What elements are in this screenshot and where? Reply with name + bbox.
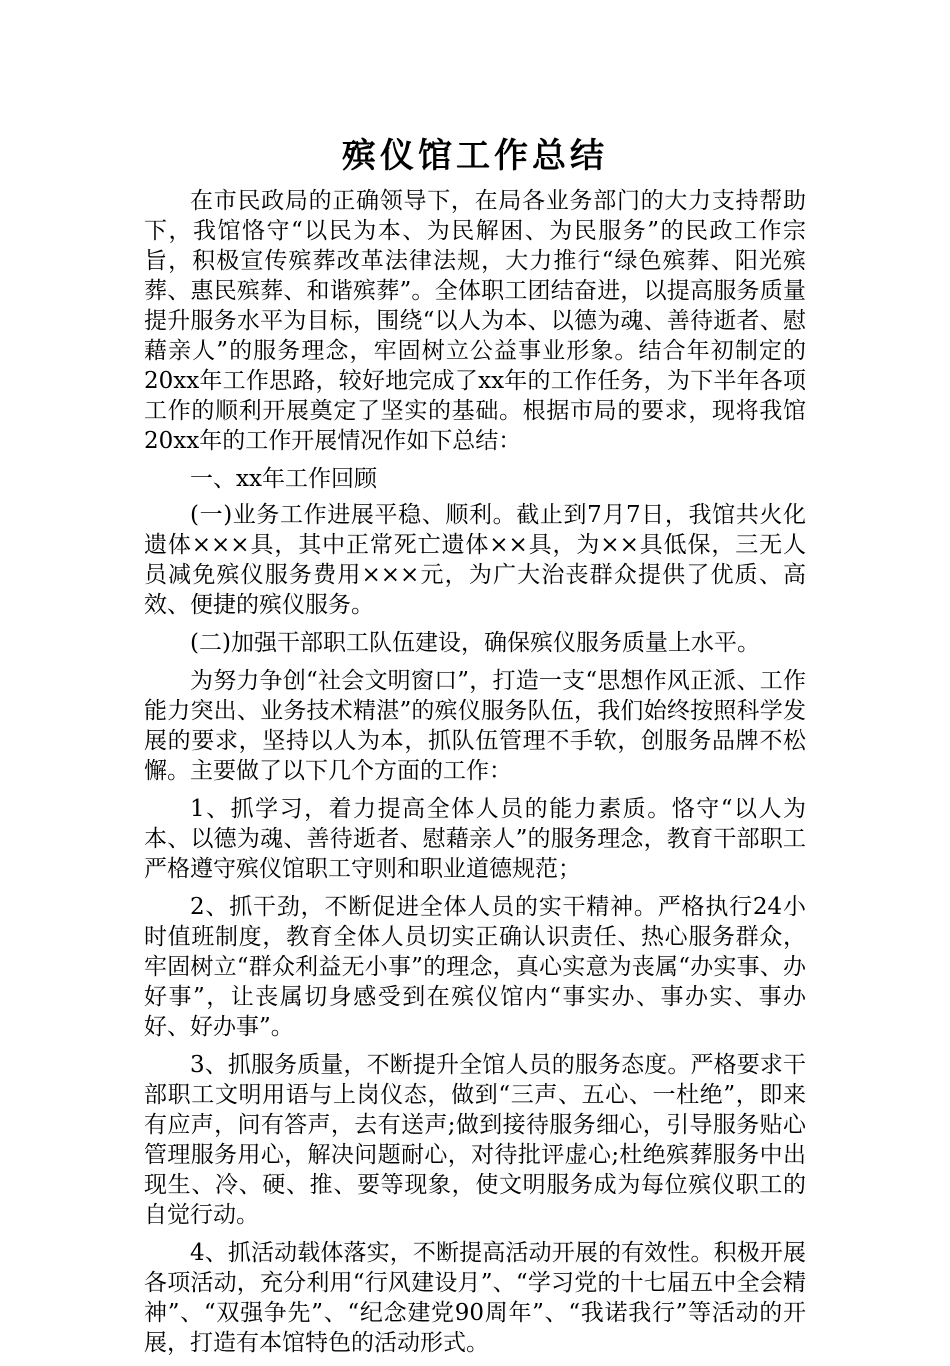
document-title: 殡仪馆工作总结 (342, 136, 608, 176)
document-body (144, 186, 806, 1366)
list-item-drive: 2、抓干劲，不断促进全体人员的实干精神。严格执行24小时值班制度，教育全体人员切实正确认识责任、热心服务群众，牢固树立“群众利益无小事”的理念，真心实意为丧属“办实事、办好事”，让丧属切身感受到在殡仪馆内“事实办、事办实、事办好、好办事”。 (144, 894, 806, 1040)
list-item-service: 3、抓服务质量，不断提升全馆人员的服务态度。严格要求干部职工文明用语与上岗仪态，做到“三声、五心、一杜绝”，即来有应声，问有答声，去有送声;做到接待服务细心，引导服务贴心管理服务用心，解决问题耐心，对待批评虚心;杜绝殡葬服务中出现生、冷、硬、推、要等现象，使文明服务成为每位殡仪职工的自觉行动。 (144, 1052, 806, 1228)
paragraph-team-heading: (二)加强干部职工队伍建设，确保殡仪服务质量上水平。 (190, 630, 760, 656)
paragraph-business: (一)业务工作进展平稳、顺利。截止到7月7日，我馆共火化遗体×××具，其中正常死亡遗体××具，为××具低保，三无人员减免殡仪服务费用×××元，为广大治丧群众提供了优质、高效、便捷的殡仪服务。 (144, 502, 806, 618)
list-item-activities: 4、抓活动载体落实，不断提高活动开展的有效性。积极开展各项活动，充分利用“行风建设月”、“学习党的十七届五中全会精神”、“双强争先”、“纪念建党90周年”、“我诺我行”等活动的开展，打造有本馆特色的活动形式。 (144, 1240, 806, 1356)
section-heading-review: 一、xx年工作回顾 (190, 466, 377, 492)
list-item-study: 1、抓学习，着力提高全体人员的能力素质。恪守“以人为本、以德为魂、善待逝者、慰藉亲人”的服务理念，教育干部职工严格遵守殡仪馆职工守则和职业道德规范； (144, 796, 806, 882)
paragraph-team-intro: 为努力争创“社会文明窗口”，打造一支“思想作风正派、工作能力突出、业务技术精湛”的殡仪服务队伍，我们始终按照科学发展的要求，坚持以人为本，抓队伍管理不手软，创服务品牌不松懈。主要做了以下几个方面的工作： (144, 668, 806, 784)
paragraph-intro: 在市民政局的正确领导下，在局各业务部门的大力支持帮助下，我馆恪守“以民为本、为民解困、为民服务”的民政工作宗旨，积极宣传殡葬改革法律法规，大力推行“绿色殡葬、阳光殡葬、惠民殡葬、和谐殡葬”。全体职工团结奋进，以提高服务质量提升服务水平为目标，围绕“以人为本、以德为魂、善待逝者、慰藉亲人”的服务理念，牢固树立公益事业形象。结合年初制定的20xx年工作思路，较好地完成了xx年的工作任务，为下半年各项工作的顺利开展奠定了坚实的基础。根据市局的要求，现将我馆20xx年的工作开展情况作如下总结： (144, 188, 806, 454)
